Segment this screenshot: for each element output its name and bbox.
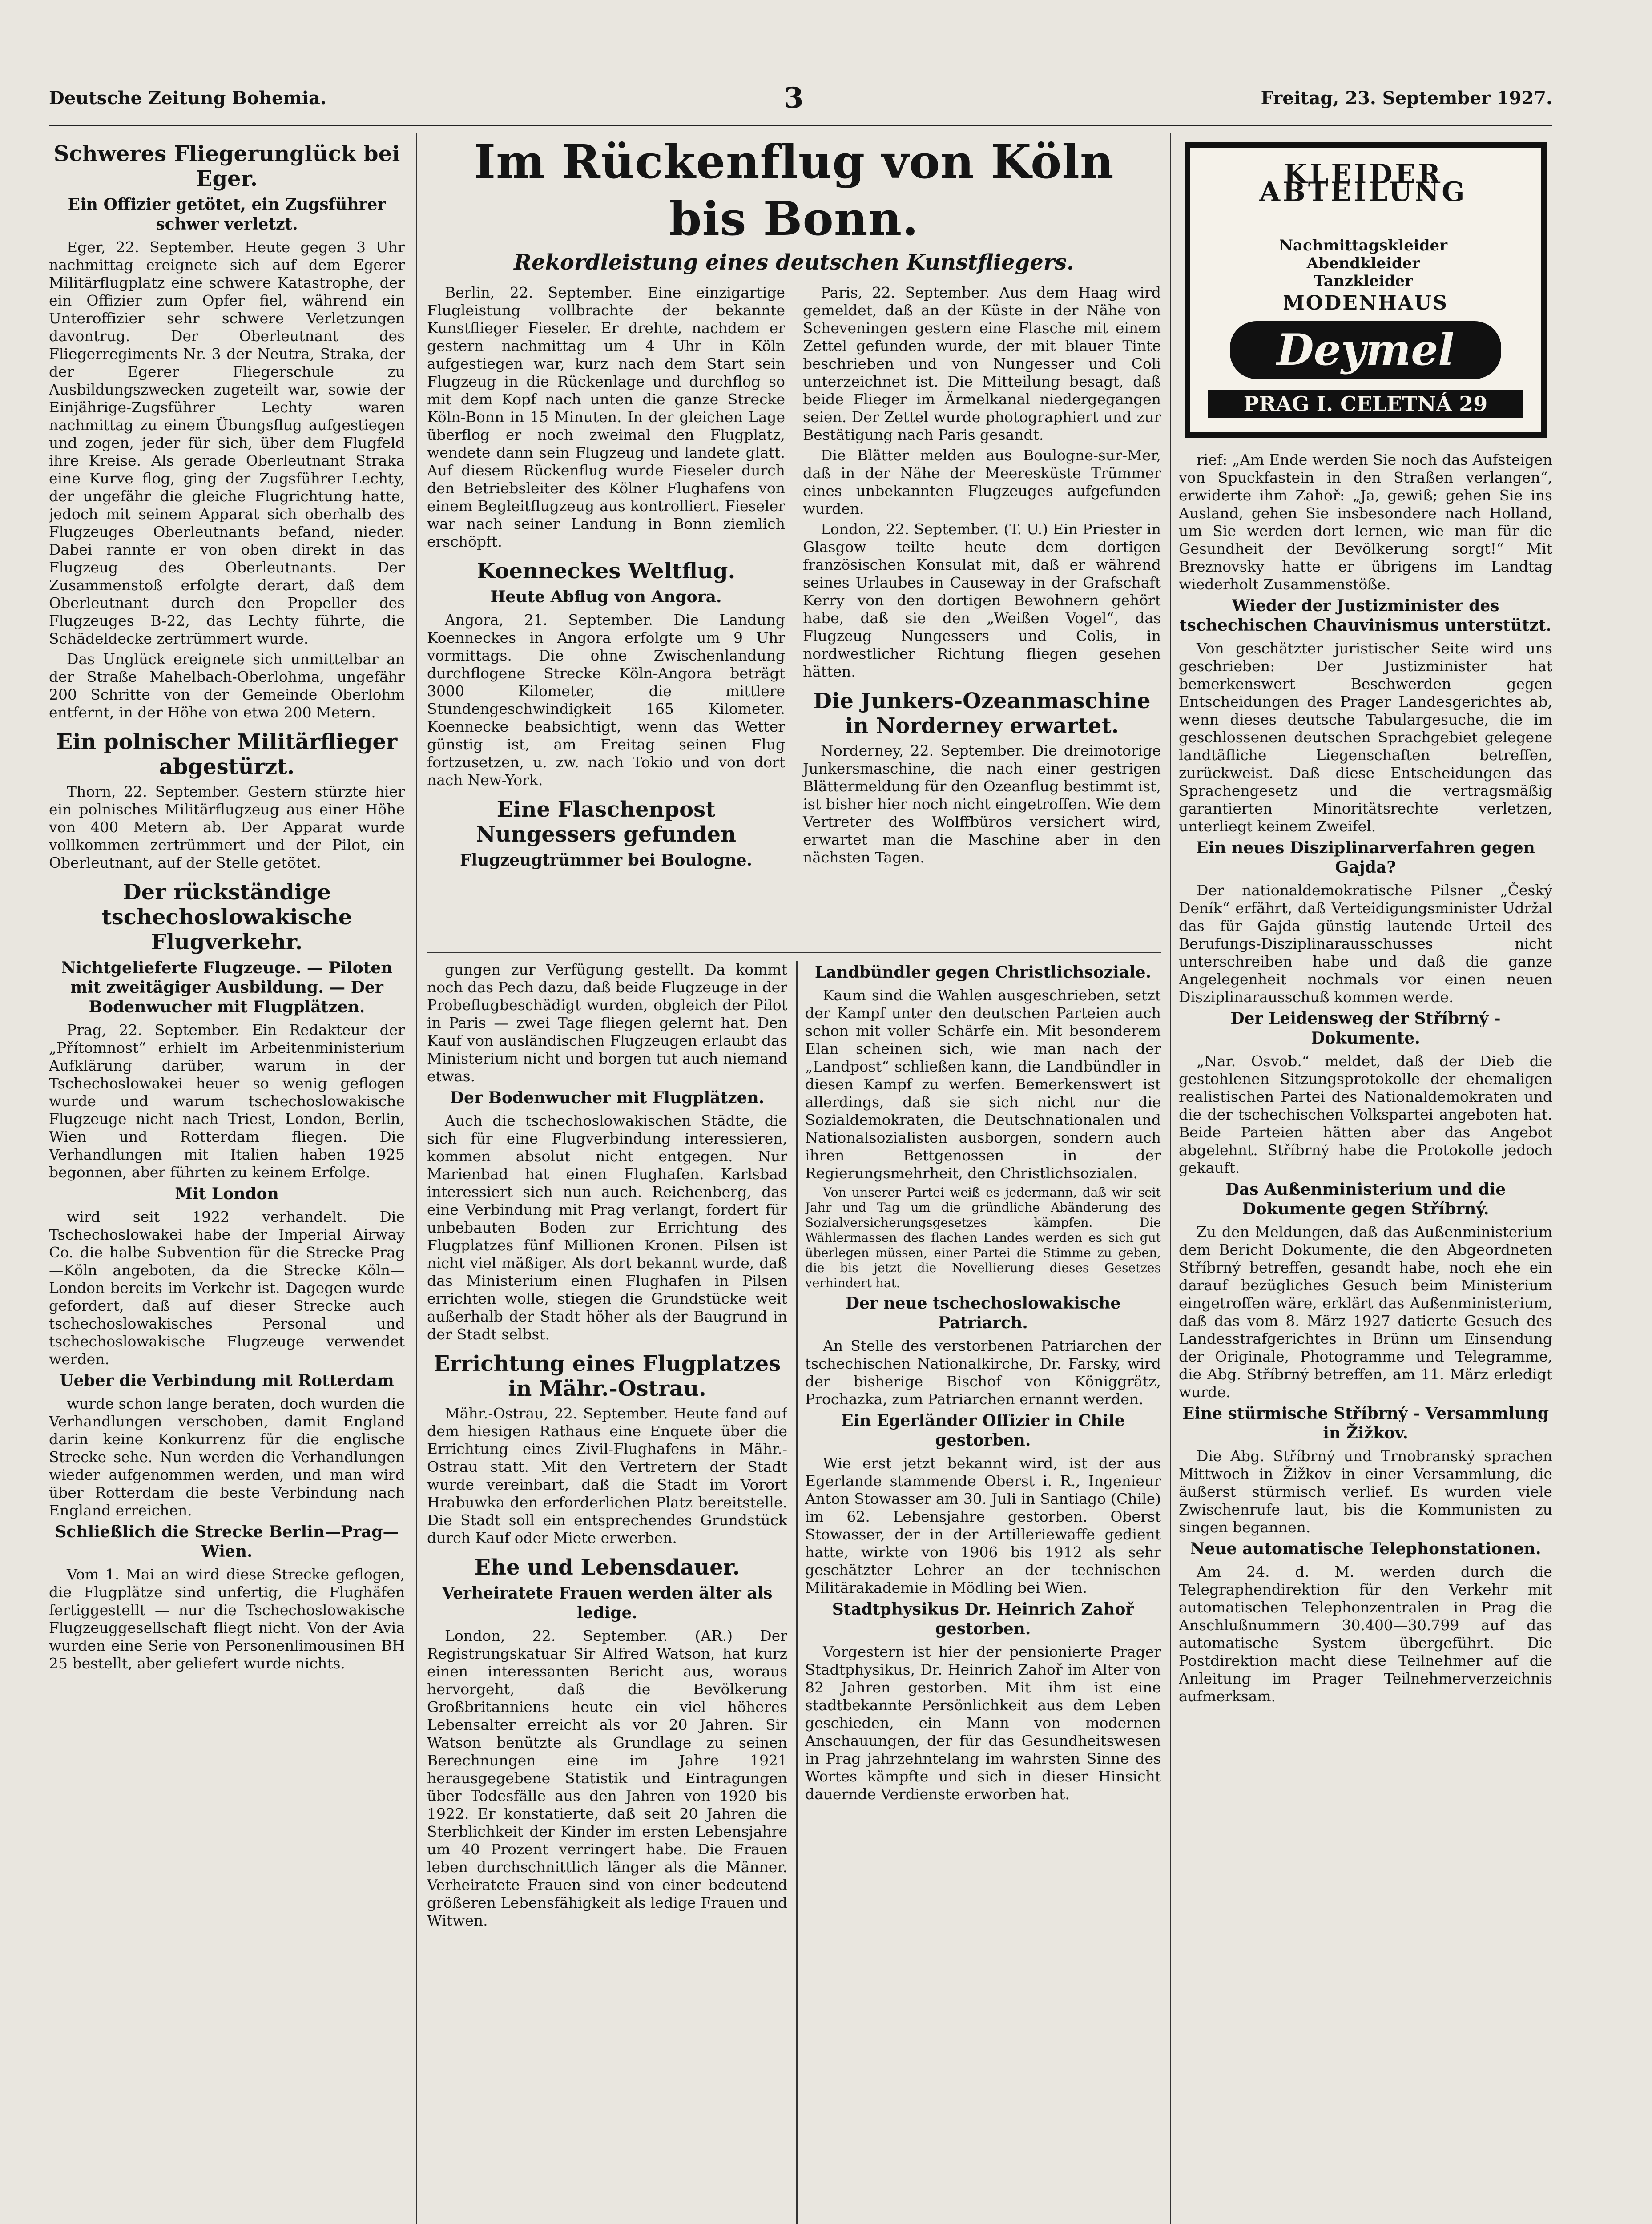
article-paragraph: Angora, 21. September. Die Landung Koenneckes in Angora erfolgte um 9 Uhr vormittags. Die ohne Zwischenlandung durchflogene Strecke Köln-Angora beträgt 3000 Kilometer, die mittlere Stundengeschwindigkeit 165 Kilometer. Koennecke beabsichtigt, wenn das Wetter günstig ist, am Freitag seinen Flug fortzusetzen, u. zw. nach Tokio und von dort nach New-York. — [427, 611, 785, 789]
middle-right-column — [805, 961, 1161, 2224]
right-column — [1179, 133, 1552, 2224]
lead-headline: Im Rückenflug von Köln bis Bonn. — [474, 134, 1114, 246]
ad-line: Nachmittagskleider — [1279, 237, 1448, 254]
article-paragraph: Berlin, 22. September. Eine einzigartige Flugleistung vollbrachte der bekannte Kunstflieger Fieseler. Er drehte, nachdem er gestern nachmittag um 4 Uhr in Köln aufgestiegen war, kurz nach dem Start sein Flugzeug in die Rückenlage und durchflog so mit dem Kopf nach unten die ganze Strecke Köln-Bonn in 15 Minuten. In der gleichen Lage überflog er noch zweimal den Flugplatz, wendete dann sein Flugzeug und landete glatt. Auf diesem Rückenflug wurde Fieseler durch den Betriebsleiter des Kölner Flughafens von einem Begleitflugzeug aus kontrolliert. Fieseler war nach seiner Landung in Bonn ziemlich erschöpft. — [427, 284, 785, 550]
section-heading: Wieder der Justizminister des tschechischen Chauvinismus unterstützt. — [1180, 596, 1551, 635]
article-paragraph: Paris, 22. September. Aus dem Haag wird gemeldet, daß an der Küste in der Nähe von Scheveningen gestern eine Flasche mit einem Zettel gefunden wurde, der mit blauer Tinte beschrieben und von Nungesser und Coli unterzeichnet ist. Die Mitteilung besagt, daß beide Flieger im Ärmelkanal niedergegangen seien. Der Zettel wurde photographiert und zur Bestätigung nach Paris gesandt. — [803, 284, 1161, 443]
article-paragraph: Zu den Meldungen, daß das Außenministerium dem Bericht Dokumente, die den Abgeordneten Stříbrný betreffen, gesandt habe, noch ehe ein darauf bezügliches Gesuch beim Ministerium eingetroffen wäre, erklärt das Außenministerium, daß das vom 8. März 1927 datierte Gesuch des Landesstrafgerichtes in Brünn um Einsendung der Originale, Photogramme und Telegramme, die Abg. Stříbrný betreffen, am 11. März erledigt wurde. — [1179, 1223, 1552, 1401]
headline-koennecke: Koenneckes Weltflug. — [476, 559, 736, 584]
ad-line: Tanzkleider — [1314, 272, 1413, 290]
article-paragraph: Auch die tschechoslowakischen Städte, die sich für eine Flugverbindung interessieren, kommen absolut nicht entgegen. Nur Marienbad hat einen Flughafen. Karlsbad interessiert sich nun auch. Reichenberg, das eine Verbindung mit Prag verlangt, fordert für unbebauten Boden zur Errichtung des Flugplatzes fünf Millionen Kronen. Pilsen ist nicht viel mäßiger. Als dort bekannt wurde, daß das Ministerium einen Flughafen in Pilsen errichten wolle, stiegen die Grundstücke weit außerhalb der Stadt höher als der Baugrund in der Stadt selbst. — [427, 1112, 787, 1343]
article-paragraph: Prag, 22. September. Ein Redakteur der „Přítomnost“ erhielt im Arbeitenministerium Aufklärung darüber, warum in der Tschechoslowakei heuer so wenig geflogen wurde und warum tschechoslowakische Flugzeuge nicht nach Triest, London, Berlin, Wien und Rotterdam fliegen. Die Verhandlungen mit Italien haben 1925 begonnen, aber führten zu keinem Erfolge. — [49, 1021, 405, 1181]
article-paragraph: London, 22. September. (AR.) Der Registrungskatuar Sir Alfred Watson, hat kurz einen interessanten Bericht aus, woraus hervorgeht, daß die Bevölkerung Großbritanniens heute ein viel höheres Lebensalter erreicht als vor 20 Jahren. Sir Watson benützte als Grundlage zu seinen Berechnungen eine im Jahre 1921 herausgegebene Statistik und Eintragungen über Todesfälle aus den Jahren von 1920 bis 1922. Er konstatierte, daß seit 20 Jahren die Sterblichkeit der Kinder im ersten Lebensjahre um 40 Prozent verringert habe. Die Frauen leben durchschnittlich länger als die Männer. Verheiratete Frauen sind von einer bedeutend größeren Lebensfähigkeit als ledige Frauen und Witwen. — [427, 1627, 787, 1929]
section-heading: Der Bodenwucher mit Flugplätzen. — [450, 1088, 765, 1107]
section-heading: Ein neues Disziplinarverfahren gegen Gajda? — [1196, 838, 1535, 877]
left-column — [49, 133, 405, 2224]
ad-line: Abendkleider — [1306, 254, 1420, 272]
article-paragraph: An Stelle des verstorbenen Patriarchen der tschechischen Nationalkirche, Dr. Farsky, wird der bisherige Bischof von Königgrätz, Prochazka, zum Patriarchen ernannt werden. — [805, 1337, 1161, 1408]
article-paragraph: rief: „Am Ende werden Sie noch das Aufsteigen von Spuckfastein in den Straßen verlangen“, erwiderte ihm Zahoř: „Ja, gewiß; gehen Sie ins Ausland, gehen Sie insbesondere nach Holland, um Sie werden dort lernen, wie man für die Gesundheit der Bevölkerung sorgt!“ Mit Breznovsky hatte er übrigens im Landtag wiederholt Zusammenstöße. — [1179, 451, 1552, 593]
headline-nungesser: Eine Flaschenpost Nungessers gefunden — [476, 797, 736, 847]
lead-subheadline: Rekordleistung eines deutschen Kunstfliegers. — [514, 250, 1074, 275]
subhead-eger-crash: Ein Offizier getötet, ein Zugsführer schwer verletzt. — [68, 195, 386, 234]
article-paragraph: Vorgestern ist hier der pensionierte Prager Stadtphysikus, Dr. Heinrich Zahoř im Alter von 82 Jahren gestorben. Mit ihm ist eine stadtbekannte Persönlichkeit aus dem Leben geschieden, ein Mann von modernen Anschauungen, der für das Gesundheitswesen in Prag jahrzehntelang im wahrsten Sinne des Wortes kämpfte und sich in dieser Hinsicht dauernde Verdienste erworben hat. — [805, 1643, 1161, 1803]
article-paragraph: Der nationaldemokratische Pilsner „Český Deník“ erfährt, daß Verteidigungsminister Udržal das für Gajda günstig lautende Urteil des Berufungs-Disziplinarausschusses nicht unterschreiben habe und daß die ganze Angelegenheit nochmals vor einen neuen Disziplinarausschuß kommen werde. — [1179, 882, 1552, 1006]
section-heading: Schließlich die Strecke Berlin—Prag—Wien. — [55, 1523, 399, 1561]
headline-eger-crash: Schweres Fliegerunglück bei Eger. — [53, 141, 400, 191]
quoted-paragraph: Von unserer Partei weiß es jedermann, daß wir seit Jahr und Tag um die gründliche Abänderung des Sozialversicherungsgesetzes kämpfen. Die Wählermassen des flachen Landes werden es sich gut überlegen müssen, einer Partei die Stimme zu geben, die bis jetzt die Novellierung dieses Gesetzes verhindert hat. — [805, 1185, 1161, 1290]
ad-logo: Deymel — [1230, 321, 1501, 379]
ad-product-lines — [1270, 237, 1457, 290]
article-paragraph: Am 24. d. M. werden durch die Telegraphendirektion für den Verkehr mit automatischen Telephonzentralen in Prag die Anschlußnummern 30.400—30.799 auf das automatische System übergeführt. Die Postdirektion macht diese Teilnehmer auf die Anleitung im Prager Teilnehmerverzeichnis aufmerksam. — [1179, 1563, 1552, 1705]
section-heading: Ein Egerländer Offizier in Chile gestorben. — [841, 1411, 1125, 1450]
ad-house: MODENHAUS — [1283, 292, 1448, 314]
lead-article — [427, 133, 1161, 1022]
headline-junkers: Die Junkers-Ozeanmaschine in Norderney erwartet. — [813, 689, 1151, 738]
section-heading: Eine stürmische Stříbrný - Versammlung in Žižkov. — [1182, 1404, 1549, 1442]
subhead-koennecke: Heute Abflug von Angora. — [490, 588, 722, 606]
article-paragraph: gungen zur Verfügung gestellt. Da kommt noch das Pech dazu, daß beide Flugzeuge in der Probeflugbeschädigt wurden, obgleich der Pilot in Paris — zwei Tage fliegen gelernt hat. Den Kauf von ausländischen Flugzeugen erlaubt das Ministerium nicht und borgen tut auch niemand etwas. — [427, 961, 787, 1085]
subhead-czech-air-traffic: Nichtgelieferte Flugzeuge. — Piloten mit zweitägiger Ausbildung. — Der Bodenwucher mit Flugplätzen. — [61, 959, 393, 1016]
section-heading: Neue automatische Telephonstationen. — [1190, 1539, 1541, 1558]
newspaper-page — [49, 71, 1552, 2224]
headline-czech-air-traffic: Der rückständige tschechoslowakische Flugverkehr. — [101, 880, 352, 955]
column-rule — [1170, 133, 1171, 2224]
article-paragraph: „Nar. Osvob.“ meldet, daß der Dieb die gestohlenen Sitzungsprotokolle der ehemaligen realistischen Partei des Nationaldemokraten und die der tschechischen Volkspartei angeboten hat. Beide Parteien hätten aber das Angebot abgelehnt. Stříbrný habe die Protokolle jedoch gekauft. — [1179, 1052, 1552, 1176]
article-paragraph: Mähr.-Ostrau, 22. September. Heute fand auf dem hiesigen Rathaus eine Enquete über die Errichtung eines Zivil-Flughafens in Mähr.-Ostrau statt. Mit den Vertretern der Stadt wurde vereinbart, daß die Stadt im Vorort Hrabuwka den erforderlichen Platz bereitstelle. Die Stadt soll ein entsprechendes Grundstück durch Kauf oder Miete erwerben. — [427, 1405, 787, 1547]
section-heading: Der neue tschechoslowakische Patriarch. — [845, 1294, 1121, 1332]
article-paragraph: London, 22. September. (T. U.) Ein Priester in Glasgow teilte heute dem dortigen französischen Konsulat mit, daß er während seines Urlaubes in Causeway in der Grafschaft Kerry von den dortigen Bewohnern gehört habe, daß sie den „Weißen Vogel“, das Flugzeug Nungessers und Colis, in nordwestlicher Richtung fliegen gesehen hätten. — [803, 520, 1161, 680]
middle-left-column — [427, 961, 787, 2224]
page-header — [49, 71, 1552, 126]
column-rule — [796, 961, 798, 2224]
article-paragraph: Die Abg. Stříbrný und Trnobranský sprachen Mittwoch in Žižkov in einer Versammlung, die äußerst stürmisch verlief. Es wurden viele Zwischenrufe laut, bis die Kommunisten zu singen begannen. — [1179, 1447, 1552, 1536]
lead-article-body — [427, 284, 1161, 1022]
section-heading: Das Außenministerium und die Dokumente gegen Stříbrný. — [1225, 1180, 1506, 1218]
article-paragraph: Eger, 22. September. Heute gegen 3 Uhr nachmittag ereignete sich auf dem Egerer Militärflugplatz eine schwere Katastrophe, der ein Offizier zum Opfer fiel, während ein Unteroffizier sehr schwere Verletzungen davontrug. Der Oberleutnant des Fliegerregiments Nr. 3 der Neutra, Straka, der der Egerer Fliegerschule zu Ausbildungszwecken zugeteilt war, sowie der Einjährige-Zugsführer Lechty waren nachmittag zu einem Übungsflug aufgestiegen und zogen, jeder für sich, über dem Flugfeld ihre Kreise. Als gerade Oberleutnant Straka eine Kurve flog, ging der Zugsführer Lechty, der ungefähr die gleiche Flugrichtung hatte, jedoch mit seinem Apparat sich oberhalb des Flugzeuges Oberleutnants befand, nieder. Dabei rannte er von oben direkt in das Flugzeug des Oberleutnants. Der Zusammenstoß erfolgte derart, daß dem Oberleutnant durch den Propeller des Flugzeuges B-22, das Lechty führte, die Schädeldecke zertrümmert wurde. — [49, 238, 405, 647]
article-paragraph: Das Unglück ereignete sich unmittelbar an der Straße Mahelbach-Oberlohma, ungefähr 200 Schritte von der Gemeinde Oberlohm entfernt, in der Höhe von etwa 200 Metern. — [49, 650, 405, 721]
issue-date: Freitag, 23. September 1927. — [1261, 87, 1552, 109]
article-paragraph: Vom 1. Mai an wird diese Strecke geflogen, die Flugplätze sind unfertig, die Flughäfen fertiggestellt — nur die Tschechoslowakische Flugzeuggesellschaft fliegt nicht. Von der Avia wurden eine Serie von Personenlimousinen BH 25 bestellt, aber geliefert wurde nichts. — [49, 1566, 405, 1672]
article-paragraph: Norderney, 22. September. Die dreimotorige Junkersmaschine, die nach einer gestrigen Blättermeldung für den Ozeanflug bestimmt ist, ist bisher hier noch nicht eingetroffen. Wie dem Vertreter des Wolffbüros versichert wird, erwartet man die Maschine aber in den nächsten Tagen. — [803, 742, 1161, 866]
subhead-marriage-lifespan: Verheiratete Frauen werden älter als ledige. — [442, 1584, 773, 1622]
section-heading: Der Leidensweg der Stříbrný - Dokumente. — [1230, 1009, 1501, 1048]
article-paragraph: Von geschätzter juristischer Seite wird uns geschrieben: Der Justizminister hat bemerkenswert Beschwerden gegen Entscheidungen des Prager Landesgerichtes ab, wenn dieses deutsche Tabulargesuche, die im geschlossenen deutschen Sprachgebiet gelegene landtäfliche Liegenschaften betreffen, zurückweist. Daß diese Entscheidungen das Sprachengesetz und die vertragsmäßig garantierten Minoritätsrechte verletzen, unterliegt keinem Zweifel. — [1179, 640, 1552, 835]
headline-marriage-lifespan: Ehe und Lebensdauer. — [474, 1555, 740, 1580]
subhead-nungesser: Flugzeugtrümmer bei Boulogne. — [460, 851, 752, 870]
section-heading: Mit London — [175, 1185, 279, 1203]
article-paragraph: Kaum sind die Wahlen ausgeschrieben, setzt der Kampf unter den deutschen Parteien auch schon mit voller Schärfe ein. Mit besonderem Elan scheinen sich, wie man nach der „Landpost“ schließen kann, die Landbündler in diesen Kampf zu werfen. Bemerkenswert ist allerdings, daß sie sich nicht nur die Sozialdemokraten, die Deutschnationalen und Nationalsozialisten ausborgen, sondern auch ihren Bettgenossen in der Regierungsmehrheit, den Christlichsozialen. — [805, 987, 1161, 1182]
headline-polish-crash: Ein polnischer Militärflieger abgestürzt. — [56, 729, 398, 779]
article-paragraph: wird seit 1922 verhandelt. Die Tschechoslowakei habe der Imperial Airway Co. die halbe Subvention für die Strecke Prag—Köln angeboten, da die Strecke Köln—London bereits im Verkehr ist. Dagegen wurde gefordert, daß auf dieser Strecke auch tschechoslowakisches Personal und tschechoslowakische Flugzeuge verwendet werden. — [49, 1208, 405, 1368]
article-paragraph: wurde schon lange beraten, doch wurden die Verhandlungen verschoben, damit England darin keine Konkurrenz für die englische Strecke sehe. Nun werden die Verhandlungen wieder aufgenommen werden, und man wird über Rotterdam die beste Verbindung nach England erreichen. — [49, 1395, 405, 1519]
newspaper-name: Deutsche Zeitung Bohemia. — [49, 87, 326, 109]
section-heading: Landbündler gegen Christlichsoziale. — [814, 963, 1152, 982]
advertisement-deymel — [1185, 142, 1547, 438]
ad-address: PRAG I. CELETNÁ 29 — [1208, 390, 1523, 418]
ad-arc-text: KLEIDER ABTEILUNG — [1259, 159, 1467, 208]
article-paragraph: Wie erst jetzt bekannt wird, ist der aus Egerlande stammende Oberst i. R., Ingenieur Anton Stowasser am 30. Juli in Santiago (Chile) im 62. Lebensjahre gestorben. Oberst Stowasser, der in der Artilleriewaffe gedient hatte, wirkte von 1906 bis 1912 als sehr geschätzter Lehrer an der technischen Militärakademie in Mödling bei Wien. — [805, 1454, 1161, 1596]
section-heading: Ueber die Verbindung mit Rotterdam — [60, 1371, 394, 1390]
column-rule — [416, 133, 417, 2224]
page-number: 3 — [783, 81, 804, 115]
article-paragraph: Die Blätter melden aus Boulogne-sur-Mer, daß in der Nähe der Meeresküste Trümmer eines unbekannten Flugzeuges aufgefunden wurden. — [803, 447, 1161, 517]
section-heading: Stadtphysikus Dr. Heinrich Zahoř gestorben. — [832, 1600, 1134, 1638]
article-paragraph: Thorn, 22. September. Gestern stürzte hier ein polnisches Militärflugzeug aus einer Höhe von 400 Metern ab. Der Apparat wurde vollkommen zertrümmert und der Pilot, ein Oberleutnant, auf der Stelle getötet. — [49, 783, 405, 871]
headline-ostrau-airfield: Errichtung eines Flugplatzes in Mähr.-Ostrau. — [433, 1351, 781, 1401]
